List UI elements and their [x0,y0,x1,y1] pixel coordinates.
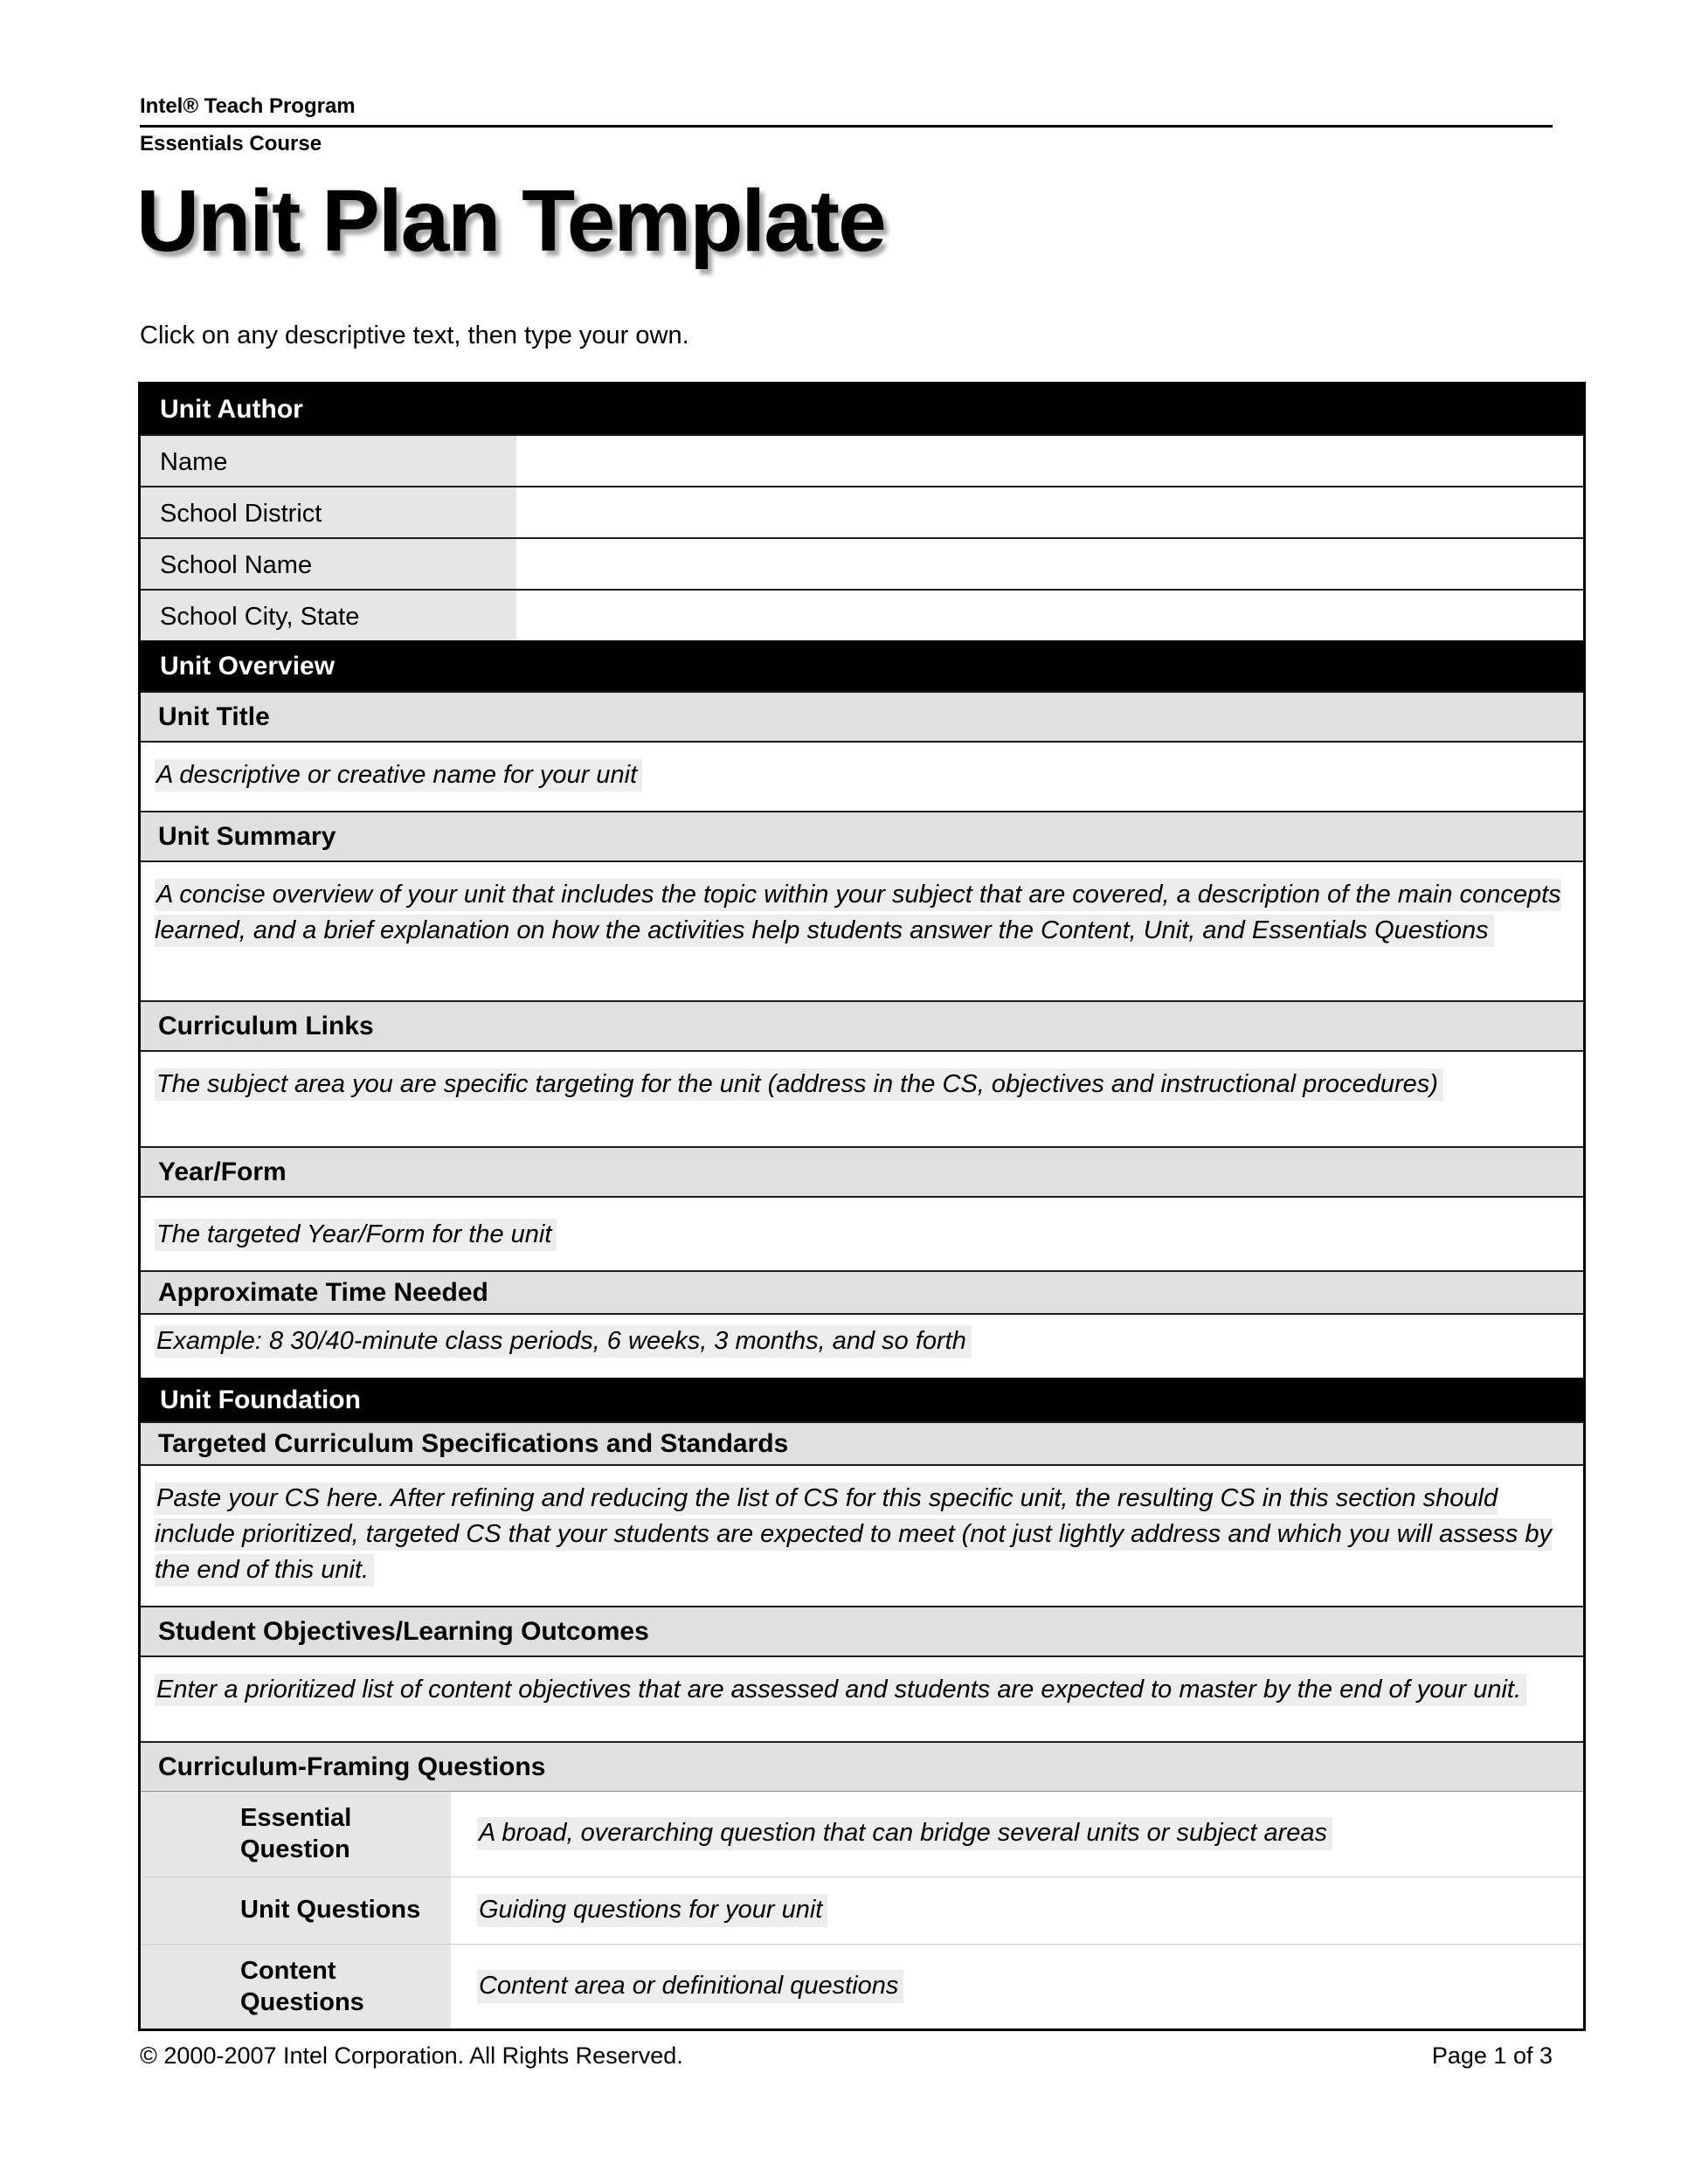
author-row-school-district [141,486,1583,537]
subsection-header-targeted-cs: Targeted Curriculum Specifications and Standards [141,1421,1583,1466]
subsection-header-unit-summary: Unit Summary [141,811,1583,862]
question-label-essential: Essential Question [141,1792,451,1876]
page-title: Unit Plan Template [136,172,885,270]
author-value-name-field[interactable] [516,436,1583,486]
student-objectives-field[interactable] [141,1657,1583,1741]
copyright-text: © 2000-2007 Intel Corporation. All Rights Reserved. [140,2042,683,2069]
question-label-unit: Unit Questions [141,1877,451,1944]
author-value-school-city-state-field[interactable] [516,591,1583,640]
targeted-cs-placeholder[interactable]: Paste your CS here. After refining and reducing the list of CS for this specific unit, the resulting CS in this section should include prioritized, targeted CS that your students are expected to meet (not just lightly address and which you will assess by the end of this unit. [155,1482,1552,1586]
author-row-name [141,434,1583,486]
author-row-school-name [141,537,1583,589]
unit-title-field[interactable] [141,743,1583,811]
subsection-header-student-objectives: Student Objectives/Learning Outcomes [141,1606,1583,1657]
time-needed-field[interactable] [141,1315,1583,1377]
section-header-unit-author: Unit Author [141,384,1583,434]
question-row-unit [141,1876,1583,1944]
subsection-header-year-form: Year/Form [141,1146,1583,1198]
essential-question-placeholder[interactable]: A broad, overarching question that can bridge several units or subject areas [477,1817,1332,1850]
program-name: Intel® Teach Program [140,94,356,118]
author-label-school-district: School District [141,487,516,537]
author-label-name: Name [141,436,516,486]
author-label-school-name: School Name [141,539,516,589]
subsection-header-time-needed: Approximate Time Needed [141,1270,1583,1315]
author-value-school-district-field[interactable] [516,487,1583,537]
question-label-content: Content Questions [141,1945,451,2029]
year-form-placeholder[interactable]: The targeted Year/Form for the unit [155,1219,557,1251]
instruction-text: Click on any descriptive text, then type your own. [140,321,689,349]
subsection-header-unit-title: Unit Title [141,691,1583,743]
section-header-unit-foundation: Unit Foundation [141,1378,1583,1421]
question-row-content [141,1944,1583,2029]
time-needed-placeholder[interactable]: Example: 8 30/40-minute class periods, 6 weeks, 3 months, and so forth [155,1325,972,1358]
curriculum-links-field[interactable] [141,1052,1583,1146]
content-questions-placeholder[interactable]: Content area or definitional questions [477,1970,903,2003]
question-row-essential [141,1791,1583,1876]
unit-plan-table [138,382,1586,2031]
author-value-school-name-field[interactable] [516,539,1583,589]
student-objectives-placeholder[interactable]: Enter a prioritized list of content objectives that are assessed and students are expected to master by the end of your unit. [155,1674,1526,1706]
subsection-header-curriculum-links: Curriculum Links [141,1000,1583,1052]
subsection-header-curriculum-framing-questions: Curriculum-Framing Questions [141,1741,1583,1791]
targeted-cs-field[interactable] [141,1466,1583,1607]
essential-question-field[interactable] [451,1792,1583,1876]
year-form-field[interactable] [141,1198,1583,1270]
unit-title-placeholder[interactable]: A descriptive or creative name for your unit [155,759,642,791]
section-header-unit-overview: Unit Overview [141,640,1583,691]
author-row-school-city-state [141,589,1583,640]
author-label-school-city-state: School City, State [141,591,516,640]
curriculum-links-placeholder[interactable]: The subject area you are specific targeting for the unit (address in the CS, objectives and instructional procedures) [155,1068,1443,1101]
unit-summary-placeholder[interactable]: A concise overview of your unit that includes the topic within your subject that are covered, a description of the main concepts learned, and a brief explanation on how the activities help students answer the Content, Unit, and Essentials Questions [155,879,1561,947]
doc-footer [140,2042,1553,2070]
page-number: Page 1 of 3 [1431,2042,1553,2069]
unit-questions-placeholder[interactable]: Guiding questions for your unit [477,1894,827,1927]
doc-header [140,94,1553,156]
unit-summary-field[interactable] [141,862,1583,1000]
course-name: Essentials Course [140,132,322,156]
content-questions-field[interactable] [451,1945,1583,2029]
unit-questions-field[interactable] [451,1877,1583,1944]
